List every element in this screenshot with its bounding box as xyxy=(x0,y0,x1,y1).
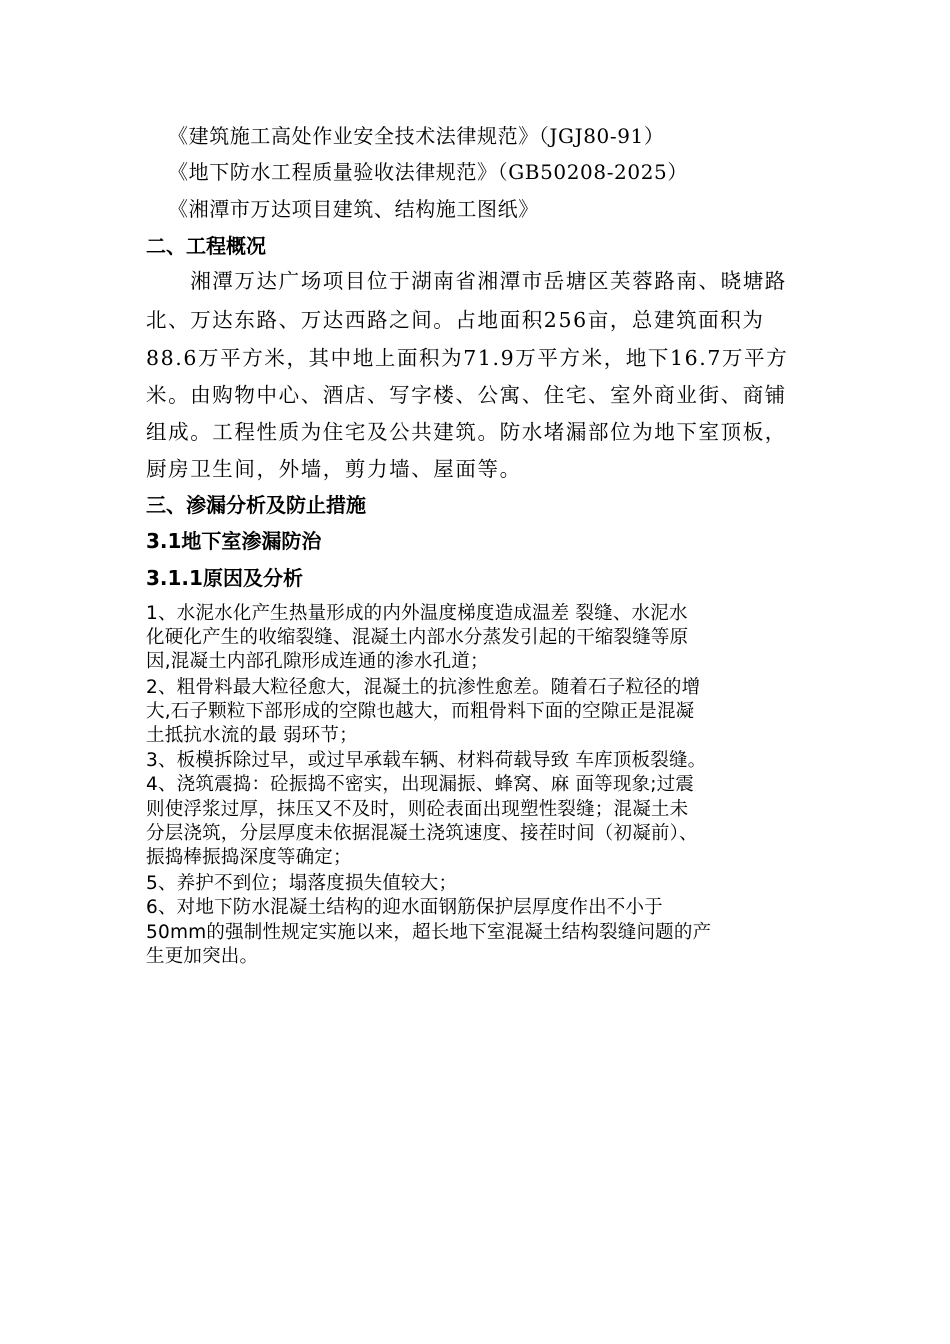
section-heading: 二、工程概况 xyxy=(146,234,266,258)
paragraph-line: 厨房卫生间，外墙，剪力墙、屋面等。 xyxy=(146,457,522,481)
list-line: 50mm的强制性规定实施以来，超长地下室混凝土结构裂缝问题的产 xyxy=(146,922,712,943)
list-line: 因,混凝土内部孔隙形成连通的渗水孔道； xyxy=(146,651,489,672)
reference-item: 《湘潭市万达项目建筑、结构施工图纸》 xyxy=(168,197,539,221)
subsection-heading: 3.1.1原因及分析 xyxy=(146,566,303,590)
reference-item: 《地下防水工程质量验收法律规范》（GB50208-2025） xyxy=(168,160,688,184)
paragraph-line: 北、万达东路、万达西路之间。占地面积256亩，总建筑面积为 xyxy=(146,308,765,332)
list-line: 2、粗骨料最大粒径愈大，混凝土的抗渗性愈差。随着石子粒径的增 xyxy=(146,677,701,698)
reference-item: 《建筑施工高处作业安全技术法律规范》（JGJ80-91） xyxy=(168,124,665,148)
list-line: 6、对地下防水混凝土结构的迎水面钢筋保护层厚度作出不小于 xyxy=(146,897,663,918)
subsection-heading: 3.1地下室渗漏防治 xyxy=(146,529,322,553)
list-line: 生更加突出。 xyxy=(146,946,259,967)
paragraph-line: 湘潭万达广场项目位于湖南省湘潭市岳塘区芙蓉路南、晓塘路 xyxy=(146,269,787,293)
list-line: 3、板模拆除过早，或过早承载车辆、材料荷载导致 车库顶板裂缝。 xyxy=(146,750,707,771)
list-line: 大,石子颗粒下部形成的空隙也越大，而粗骨料下面的空隙正是混凝 xyxy=(146,701,695,722)
list-line: 4、浇筑震捣：砼振捣不密实，出现漏振、蜂窝、麻 面等现象;过震 xyxy=(146,774,695,795)
list-line: 土抵抗水流的最 弱环节； xyxy=(146,725,358,746)
list-line: 分层浇筑，分层厚度未依据混凝土浇筑速度、接茬时间（初凝前）、 xyxy=(146,823,698,844)
section-heading: 三、渗漏分析及防止措施 xyxy=(146,493,366,517)
paragraph-line: 米。由购物中心、酒店、写字楼、公寓、住宅、室外商业街、商铺 xyxy=(146,383,787,407)
paragraph-line: 组成。工程性质为住宅及公共建筑。防水堵漏部位为地下室顶板， xyxy=(146,420,787,444)
paragraph-line: 88.6万平方米，其中地上面积为71.9万平方米，地下16.7万平方 xyxy=(146,346,789,370)
list-line: 则使浮浆过厚，抹压又不及时，则砼表面出现塑性裂缝；混凝土未 xyxy=(146,799,689,820)
list-line: 1、水泥水化产生热量形成的内外温度梯度造成温差 裂缝、水泥水 xyxy=(146,603,688,624)
list-line: 5、养护不到位；塌落度损失值较大； xyxy=(146,873,458,894)
list-line: 化硬化产生的收缩裂缝、混凝土内部水分蒸发引起的干缩裂缝等原 xyxy=(146,627,689,648)
list-line: 振捣棒振捣深度等确定； xyxy=(146,847,352,868)
